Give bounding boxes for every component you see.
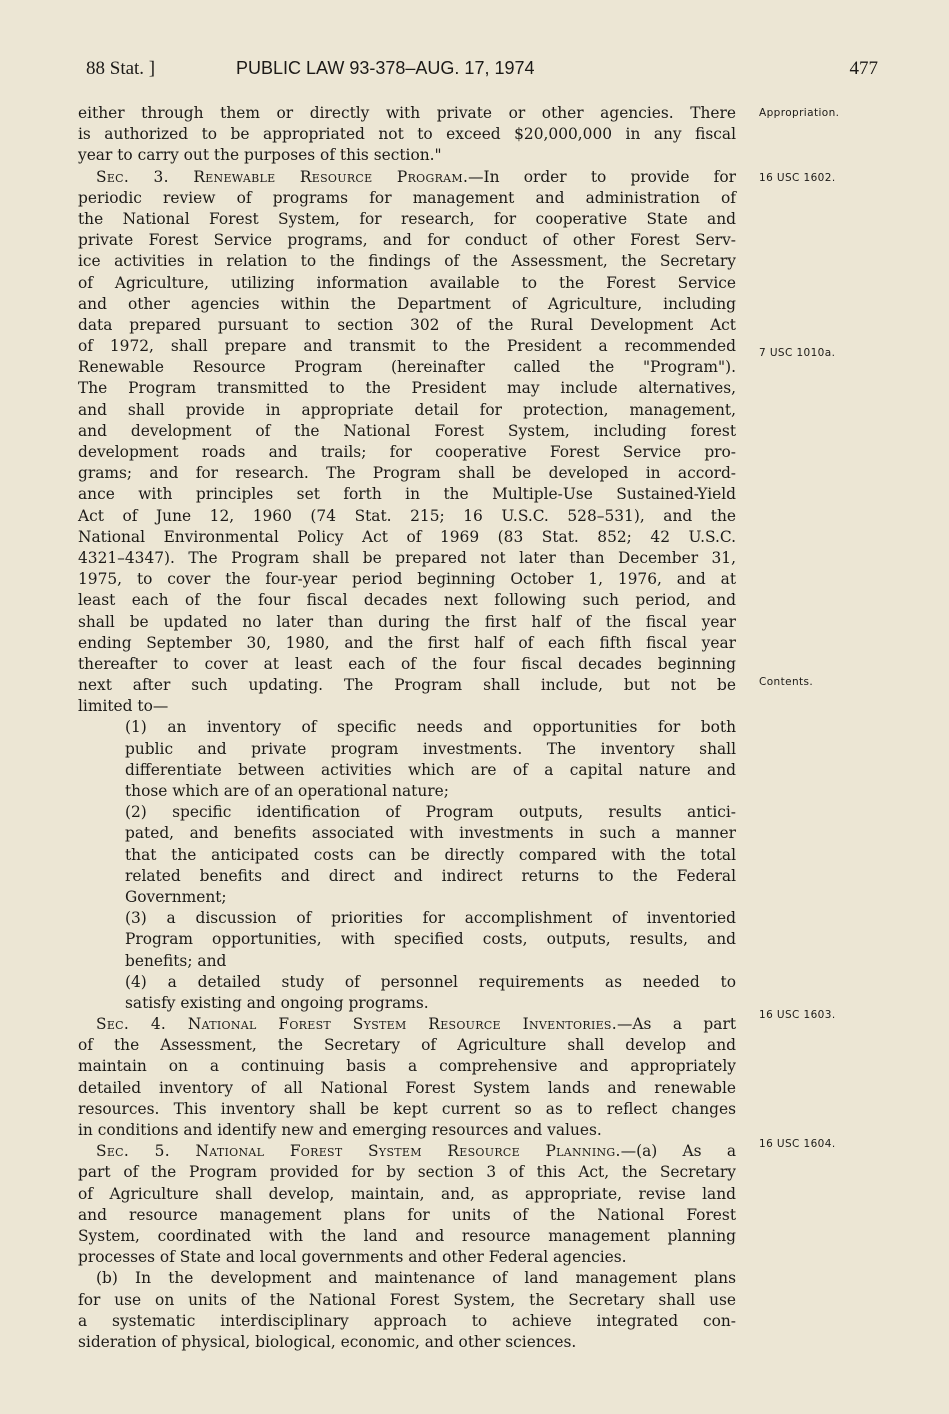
section-4 [78,1014,736,1141]
list-item-2 [78,802,736,908]
margin-note-contents: Contents. [759,676,814,688]
margin-note-appropriation: Appropriation. [759,107,840,119]
text-line: periodic review of programs for management and administration of [78,188,736,207]
text-line: either through them or directly with private or other agencies. There [78,104,736,122]
text-line: (1) an inventory of specific needs and opportunities for both [125,718,736,737]
text-line: ending September 30, 1980, and the first half of each fifth fiscal year [78,633,736,652]
list-item-4 [78,972,736,1014]
text-line: thereafter to cover at least each of the four fiscal decades beginning [78,654,736,673]
section-4-heading: Sec. 4. National Forest System Resource Inventories. [96,1015,617,1034]
text-line: of Agriculture shall develop, maintain, and, as appropriate, revise land [78,1184,736,1203]
section-5-first-text: —(a) As a [620,1142,736,1161]
text-line: Government; [125,887,227,906]
text-line: maintain on a continuing basis a comprehensive and appropriately [78,1057,736,1076]
text-line: Renewable Resource Program (hereinafter called the "Program"). [78,358,736,377]
section-5-subsection-b [78,1268,736,1353]
list-item-3 [78,908,736,972]
text-line: System, coordinated with the land and resource management planning [78,1226,736,1245]
statute-body [78,103,736,1353]
margin-note-16-usc-1603: 16 USC 1603. [759,1009,836,1021]
text-line: is authorized to be appropriated not to exceed $20,000,000 in any fiscal [78,125,736,144]
text-line: that the anticipated costs can be directly compared with the total [125,845,736,864]
text-line: (4) a detailed study of personnel requirements as needed to [125,972,736,991]
text-line: and resource management plans for units of the National Forest [78,1205,736,1224]
text-line: limited to— [78,697,169,716]
text-line: of Agriculture, utilizing information available to the Forest Service [78,273,736,292]
section-3-first-text: —In order to provide for [468,167,736,186]
volume-reference: 88 Stat. ] [86,58,156,79]
text-line: least each of the four fiscal decades next following such period, and [78,591,736,610]
text-line: in conditions and identify new and emerging resources and values. [78,1121,602,1139]
page-header [86,58,878,82]
text-line: National Environmental Policy Act of 1969 (83 Stat. 852; 42 U.S.C. [78,527,736,546]
text-line: a systematic interdisciplinary approach to achieve integrated con- [78,1311,736,1330]
text-line: (b) In the development and maintenance of land management plans [96,1269,736,1288]
section-3-heading: Sec. 3. Renewable Resource Program. [96,167,469,186]
section-5-opening-line [78,1141,736,1162]
section-5-heading: Sec. 5. National Forest System Resource Planning. [96,1142,621,1161]
text-line: next after such updating. The Program shall include, but not be [78,676,736,695]
section-3-opening-line [78,167,736,188]
page-number: 477 [849,58,878,79]
text-line: grams; and for research. The Program shall be developed in accord- [78,464,736,483]
text-line: related benefits and direct and indirect returns to the Federal [125,866,736,885]
text-line: resources. This inventory shall be kept current so as to reflect changes [78,1099,736,1118]
section-4-opening-line [78,1014,736,1035]
text-line: ance with principles set forth in the Multiple-Use Sustained-Yield [78,485,736,504]
text-line: Program opportunities, with specified costs, outputs, results, and [125,930,736,949]
text-line: year to carry out the purposes of this section." [78,146,442,165]
text-line: public and private program investments. The inventory shall [125,739,736,758]
paragraph-appropriation [78,103,736,167]
section-4-first-text: —As a part [616,1015,736,1034]
text-line: data prepared pursuant to section 302 of the Rural Development Act [78,315,736,334]
text-line: sideration of physical, biological, economic, and other sciences. [78,1332,577,1351]
text-line: (2) specific identification of Program outputs, results antici- [125,803,736,822]
text-line: benefits; and [125,951,227,970]
text-line: development roads and trails; for cooperative Forest Service pro- [78,443,736,461]
list-item-1 [78,717,736,802]
text-line: differentiate between activities which are of a capital nature and [125,760,736,779]
margin-note-16-usc-1602: 16 USC 1602. [759,172,836,184]
text-line: private Forest Service programs, and for conduct of other Forest Serv- [78,231,736,250]
margin-note-7-usc-1010a: 7 USC 1010a. [759,347,836,359]
text-line: of the Assessment, the Secretary of Agriculture shall develop and [78,1036,736,1055]
text-line: Act of June 12, 1960 (74 Stat. 215; 16 U.S.C. 528–531), and the [78,506,736,525]
text-line: shall be updated no later than during the first half of the fiscal year [78,612,736,631]
section-5 [78,1141,736,1268]
text-line: processes of State and local governments and other Federal agencies. [78,1248,627,1267]
section-3 [78,167,736,718]
text-line: 1975, to cover the four-year period beginning October 1, 1976, and at [78,570,736,589]
text-line: (3) a discussion of priorities for accomplishment of inventoried [125,909,736,928]
text-line: for use on units of the National Forest System, the Secretary shall use [78,1290,736,1309]
text-line: part of the Program provided for by section 3 of this Act, the Secretary [78,1163,736,1182]
text-line: the National Forest System, for research, for cooperative State and [78,209,736,228]
text-line: those which are of an operational nature; [125,782,449,800]
law-title: PUBLIC LAW 93-378–AUG. 17, 1974 [236,58,535,78]
text-line: detailed inventory of all National Forest System lands and renewable [78,1078,736,1097]
text-line: and development of the National Forest System, including forest [78,421,736,440]
margin-note-16-usc-1604: 16 USC 1604. [759,1138,836,1150]
text-line: and shall provide in appropriate detail for protection, management, [78,400,736,419]
text-line: pated, and benefits associated with investments in such a manner [125,824,736,843]
text-line: The Program transmitted to the President may include alternatives, [78,379,736,398]
text-line: of 1972, shall prepare and transmit to the President a recommended [78,337,736,356]
text-line: and other agencies within the Department of Agriculture, including [78,294,736,313]
text-line: satisfy existing and ongoing programs. [125,993,429,1012]
text-line: 4321–4347). The Program shall be prepared not later than December 31, [78,548,736,567]
text-line: ice activities in relation to the findings of the Assessment, the Secretary [78,252,736,271]
